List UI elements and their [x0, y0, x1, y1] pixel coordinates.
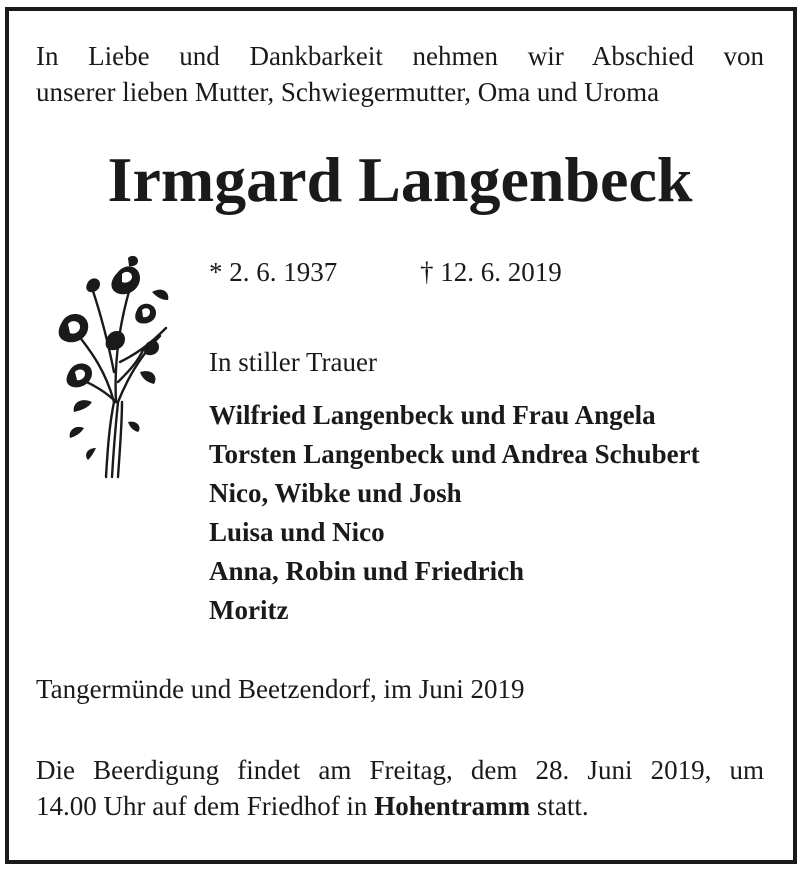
death-date: † 12. 6. 2019	[420, 257, 562, 287]
birth-date: * 2. 6. 1937	[209, 257, 338, 287]
mourner-item: Nico, Wibke und Josh	[209, 478, 462, 508]
mourner-item: Torsten Langenbeck und Andrea Schubert	[209, 439, 700, 469]
funeral-line-1: Die Beerdigung findet am Freitag, dem 28. Juni 2019, um	[36, 755, 764, 785]
funeral-end-text: statt.	[530, 791, 589, 821]
mourner-item: Anna, Robin und Friedrich	[209, 556, 525, 586]
funeral-line-2	[36, 788, 764, 824]
intro-line-1: In Liebe und Dankbarkeit nehmen wir Abschied von	[36, 41, 764, 71]
mourners-list	[209, 396, 700, 630]
funeral-location: Hohentramm	[374, 791, 531, 821]
mourner-item: Luisa und Nico	[209, 517, 385, 547]
funeral-info	[36, 752, 764, 824]
mourner-item: Wilfried Langenbeck und Frau Angela	[209, 400, 656, 430]
intro-text	[36, 38, 764, 110]
mourner-item: Moritz	[209, 595, 289, 625]
mourning-phrase: In stiller Trauer	[209, 347, 377, 377]
funeral-time-text: 14.00 Uhr auf dem Friedhof in	[36, 791, 375, 821]
rose-bouquet-icon	[48, 252, 178, 484]
deceased-name: Irmgard Langenbeck	[107, 144, 693, 215]
place-and-date: Tangermünde und Beetzendorf, im Juni 2019	[36, 674, 525, 704]
intro-line-2: unserer lieben Mutter, Schwiegermutter, Oma und Uroma	[36, 77, 660, 107]
